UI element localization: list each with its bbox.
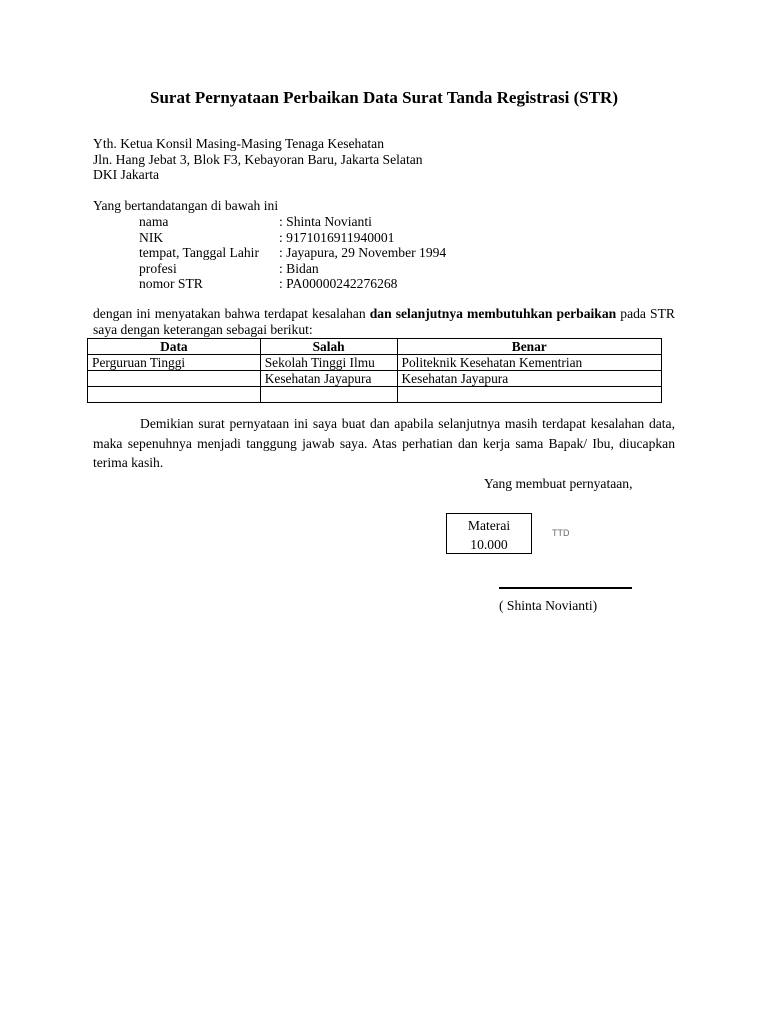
column-header: Salah [260, 339, 397, 355]
table-row [88, 387, 662, 403]
closing-paragraph-text: Demikian surat pernyataan ini saya buat dan apabila selanjutnya masih terdapat kesalahan data, maka sepenuhnya menjadi tanggung jawab saya. Atas perhatian dan kerja sama Bapak/ Ibu, diucapkan terima kasih. [93, 416, 675, 470]
field-value: : 9171016911940001 [279, 229, 395, 245]
table-row [88, 355, 662, 371]
table-row [88, 371, 662, 387]
field-value: : Bidan [279, 260, 319, 276]
intro-text: Yang bertandatangan di bawah ini [93, 198, 279, 213]
table-cell [88, 387, 261, 403]
recipient-line: Jln. Hang Jebat 3, Blok F3, Kebayoran Baru, Jakarta Selatan [93, 151, 423, 167]
statement-text: dengan ini menyatakan bahwa terdapat kesalahan [93, 306, 370, 321]
statement-paragraph [93, 306, 675, 337]
recipient-block [93, 136, 423, 183]
field-label: NIK [139, 229, 164, 245]
field-row [139, 245, 446, 261]
field-value: : PA00000242276268 [279, 276, 398, 291]
field-label: profesi [139, 260, 177, 276]
recipient-line: DKI Jakarta [93, 167, 160, 182]
signer-name: ( Shinta Novianti) [499, 598, 598, 613]
field-row [139, 261, 446, 277]
closing-text: Yang membuat pernyataan, [484, 476, 633, 491]
signature-line [499, 587, 632, 589]
materai-label: Materai [467, 518, 511, 533]
table-cell [397, 387, 662, 403]
recipient-line: Yth. Ketua Konsil Masing-Masing Tenaga Kesehatan [93, 136, 384, 151]
page-title: Surat Pernyataan Perbaikan Data Surat Tanda Registrasi (STR) [149, 88, 618, 107]
correction-table [87, 338, 662, 403]
identity-fields [139, 214, 446, 292]
table-cell [260, 387, 397, 403]
table-cell: Perguruan Tinggi [88, 355, 261, 371]
field-value: : Jayapura, 29 November 1994 [279, 245, 447, 260]
ttd-mark: TTD [552, 528, 570, 538]
materai-stamp-box [446, 513, 532, 554]
table-cell: Sekolah Tinggi Ilmu [260, 355, 397, 371]
table-cell: Kesehatan Jayapura [397, 371, 662, 387]
column-header: Benar [397, 339, 662, 355]
column-header: Data [88, 339, 261, 355]
statement-text: pada STR saya dengan keterangan sebagai berikut: [93, 306, 675, 337]
field-value: : Shinta Novianti [279, 214, 372, 229]
table-cell: Politeknik Kesehatan Kementrian [397, 355, 662, 371]
statement-bold-text: dan selanjutnya membutuhkan perbaikan [369, 306, 617, 321]
field-label: tempat, Tanggal Lahir [139, 245, 259, 260]
closing-paragraph [93, 414, 675, 473]
field-label: nama [139, 214, 169, 229]
table-cell [88, 371, 261, 387]
table-cell: Kesehatan Jayapura [260, 371, 397, 387]
field-row [139, 276, 446, 292]
field-label: nomor STR [139, 276, 203, 291]
table-header-row [88, 339, 662, 355]
field-row [139, 214, 446, 230]
field-row [139, 230, 446, 246]
materai-value: 10.000 [470, 537, 508, 552]
